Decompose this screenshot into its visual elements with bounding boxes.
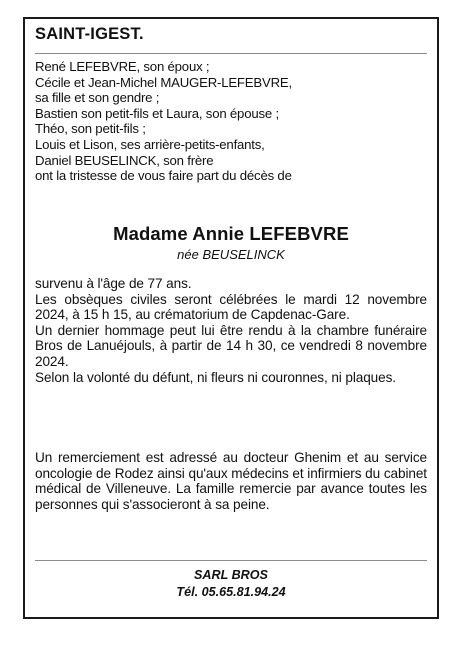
- maiden-name: née BEUSELINCK: [177, 247, 285, 262]
- family-line: René LEFEBVRE, son époux ;: [35, 59, 210, 74]
- ceremony-paragraph: Les obsèques civiles seront célébrées le mardi 12 novembre 2024, à 15 h 15, au crématorium de Capdenac-Gare.: [35, 291, 427, 323]
- family-line: ont la tristesse de vous faire part du décès de: [35, 168, 292, 184]
- flowers-paragraph: Selon la volonté du défunt, ni fleurs ni couronnes, ni plaques.: [35, 369, 396, 385]
- deceased-name: Madame Annie LEFEBVRE: [113, 223, 349, 244]
- family-line: Cécile et Jean-Michel MAUGER-LEFEBVRE,: [35, 74, 292, 90]
- family-line: sa fille et son gendre ;: [35, 90, 160, 106]
- family-line: Daniel BEUSELINCK, son frère: [35, 152, 214, 168]
- heading-divider: [35, 53, 427, 54]
- family-list: [35, 59, 427, 184]
- footer: [35, 567, 427, 601]
- family-line: Théo, son petit-fils ;: [35, 121, 146, 137]
- funeral-home-phone: Tél. 05.65.81.94.24: [176, 585, 286, 599]
- family-line: Bastien son petit-fils et Laura, son épouse ;: [35, 105, 279, 121]
- details-block: [35, 276, 427, 385]
- age-paragraph: survenu à l'âge de 77 ans.: [35, 276, 192, 291]
- obituary-notice: [23, 17, 439, 619]
- funeral-home-name: SARL BROS: [194, 568, 268, 582]
- family-line: Louis et Lison, ses arrière-petits-enfants,: [35, 136, 265, 152]
- thanks-paragraph: Un remerciement est adressé au docteur Ghenim et au service oncologie de Rodez ainsi qu'aux médecins et infirmiers du cabinet médical de Villeneuve. La famille remercie par avance toutes les personnes qui s'associeront à sa peine.: [35, 450, 427, 512]
- footer-divider: [35, 560, 427, 561]
- tribute-paragraph: Un dernier hommage peut lui être rendu à la chambre funéraire Bros de Lanuéjouls, à partir de 14 h 30, ce vendredi 8 novembre 2024.: [35, 322, 427, 369]
- town-heading: SAINT-IGEST.: [35, 25, 144, 43]
